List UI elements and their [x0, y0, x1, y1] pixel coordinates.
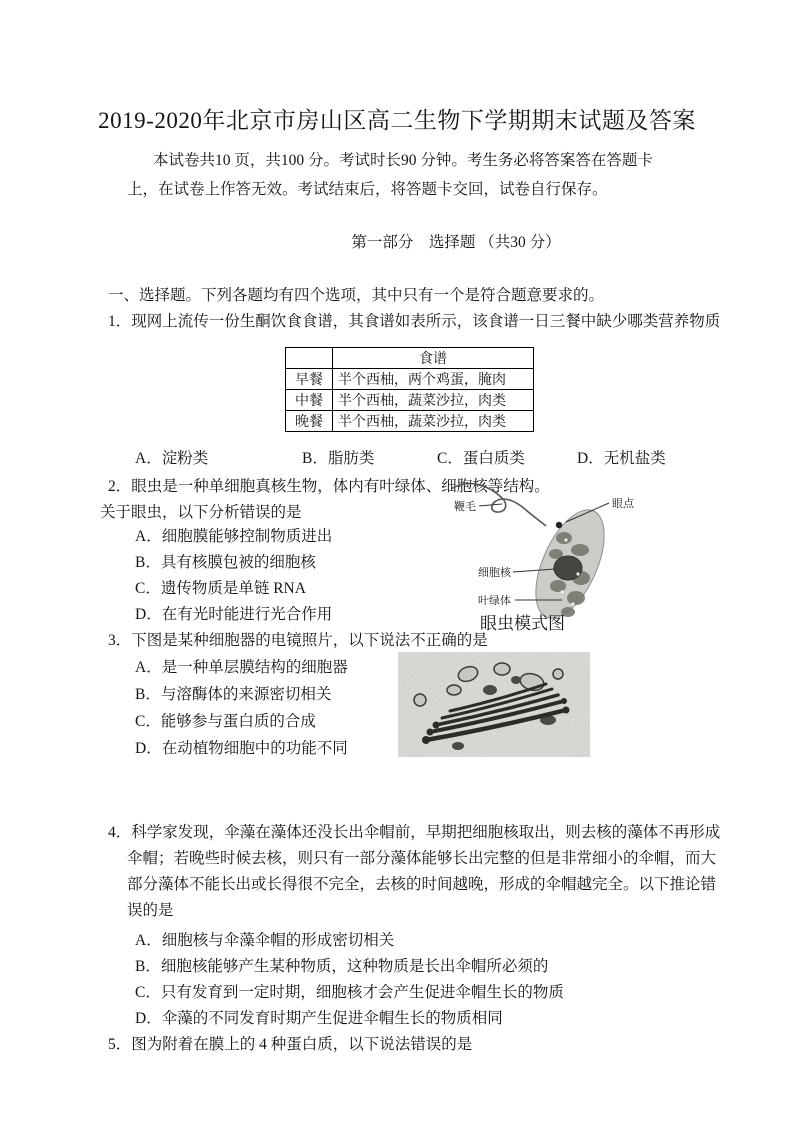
nucleus-label: 细胞核 [478, 567, 511, 579]
meal-cell: 早餐 [286, 369, 333, 390]
flagellum-label: 鞭毛 [454, 501, 476, 513]
option-a: A．细胞膜能够控制物质进出 [135, 528, 333, 545]
option-c: C．蛋白质类 [437, 450, 525, 467]
golgi-em-photo [398, 652, 590, 757]
option-d: D．在有光时能进行光合作用 [135, 606, 333, 623]
question-5-stem: 5．图为附着在膜上的 4 种蛋白质，以下说法错误的是 [108, 1036, 473, 1053]
option-c: C．只有发育到一定时期，细胞核才会产生促进伞帽生长的物质 [135, 984, 564, 1001]
meal-cell: 中餐 [286, 390, 333, 411]
table-row [286, 369, 534, 390]
option-a: A．是一种单层膜结构的细胞器 [135, 659, 348, 676]
euglena-diagram [446, 480, 646, 630]
option-c: C．能够参与蛋白质的合成 [135, 713, 316, 730]
option-b: B．细胞核能够产生某种物质，这种物质是长出伞帽所必须的 [135, 958, 549, 975]
meal-cell: 晚餐 [286, 411, 333, 432]
question-2-stem-line2: 关于眼虫，以下分析错误的是 [100, 504, 302, 521]
option-d: D．伞藻的不同发育时期产生促进伞帽生长的物质相同 [135, 1010, 503, 1027]
option-b: B．脂肪类 [302, 450, 375, 467]
section-instructions: 一、选择题。下列各题均有四个选项，其中只有一个是符合题意要求的。 [108, 287, 605, 304]
table-row [286, 348, 534, 369]
option-a: A．淀粉类 [135, 450, 209, 467]
table-header-empty [286, 348, 333, 369]
option-b: B．具有核膜包被的细胞核 [135, 554, 316, 571]
diet-table [285, 347, 534, 432]
question-1-options [135, 446, 735, 468]
question-2-options [135, 524, 332, 628]
table-row [286, 411, 534, 432]
food-cell: 半个西柚，蔬菜沙拉，肉类 [333, 411, 534, 432]
question-3-stem: 3．下图是某种细胞器的电镜照片，以下说法不正确的是 [108, 632, 488, 649]
exam-intro-paragraph: 本试卷共10 页，共100 分。考试时长90 分钟。考生务必将答案答在答题卡上，在试卷上作答无效。考试结束后，将答题卡交回，试卷自行保存。 [127, 152, 653, 198]
question-4-options [135, 928, 564, 1032]
euglena-caption: 眼虫模式图 [480, 614, 565, 633]
option-b: B．与溶酶体的来源密切相关 [135, 686, 332, 703]
table-row [286, 390, 534, 411]
question-1-stem: 1．现网上流传一份生酮饮食食谱，其食谱如表所示，该食谱一日三餐中缺少哪类营养物质 [108, 313, 721, 330]
question-2-stem-line1: 2．眼虫是一种单细胞真核生物，体内有叶绿体、细胞核等结构。 [108, 478, 550, 495]
nucleus-shape [554, 556, 582, 580]
option-d: D．无机盐类 [577, 450, 666, 467]
eyespot-shape [556, 522, 562, 528]
option-d: D．在动植物细胞中的功能不同 [135, 740, 348, 757]
page-title: 2019-2020年北京市房山区高二生物下学期期末试题及答案 [98, 108, 696, 133]
food-cell: 半个西柚，蔬菜沙拉，肉类 [333, 390, 534, 411]
question-4-stem: 4．科学家发现，伞藻在藻体还没长出伞帽前，早期把细胞核取出，则去核的藻体不再形成伞帽；若晚些时候去核，则只有一部分藻体能够长出完整的但是非常细小的伞帽，而大部分藻体不能长出或长得很不完全，去核的时间越晚，形成的伞帽越完全。以下推论错误的是 [108, 824, 721, 919]
question-3-options [135, 655, 348, 763]
option-a: A．细胞核与伞藻伞帽的形成密切相关 [135, 932, 395, 949]
option-c: C．遗传物质是单链 RNA [135, 580, 306, 597]
eyespot-label: 眼点 [612, 498, 634, 510]
section-heading: 第一部分 选择题 （共30 分） [351, 234, 561, 251]
chloroplast-label: 叶绿体 [478, 595, 511, 607]
food-cell: 半个西柚，两个鸡蛋，腌肉 [333, 369, 534, 390]
table-header-menu: 食谱 [333, 348, 534, 369]
